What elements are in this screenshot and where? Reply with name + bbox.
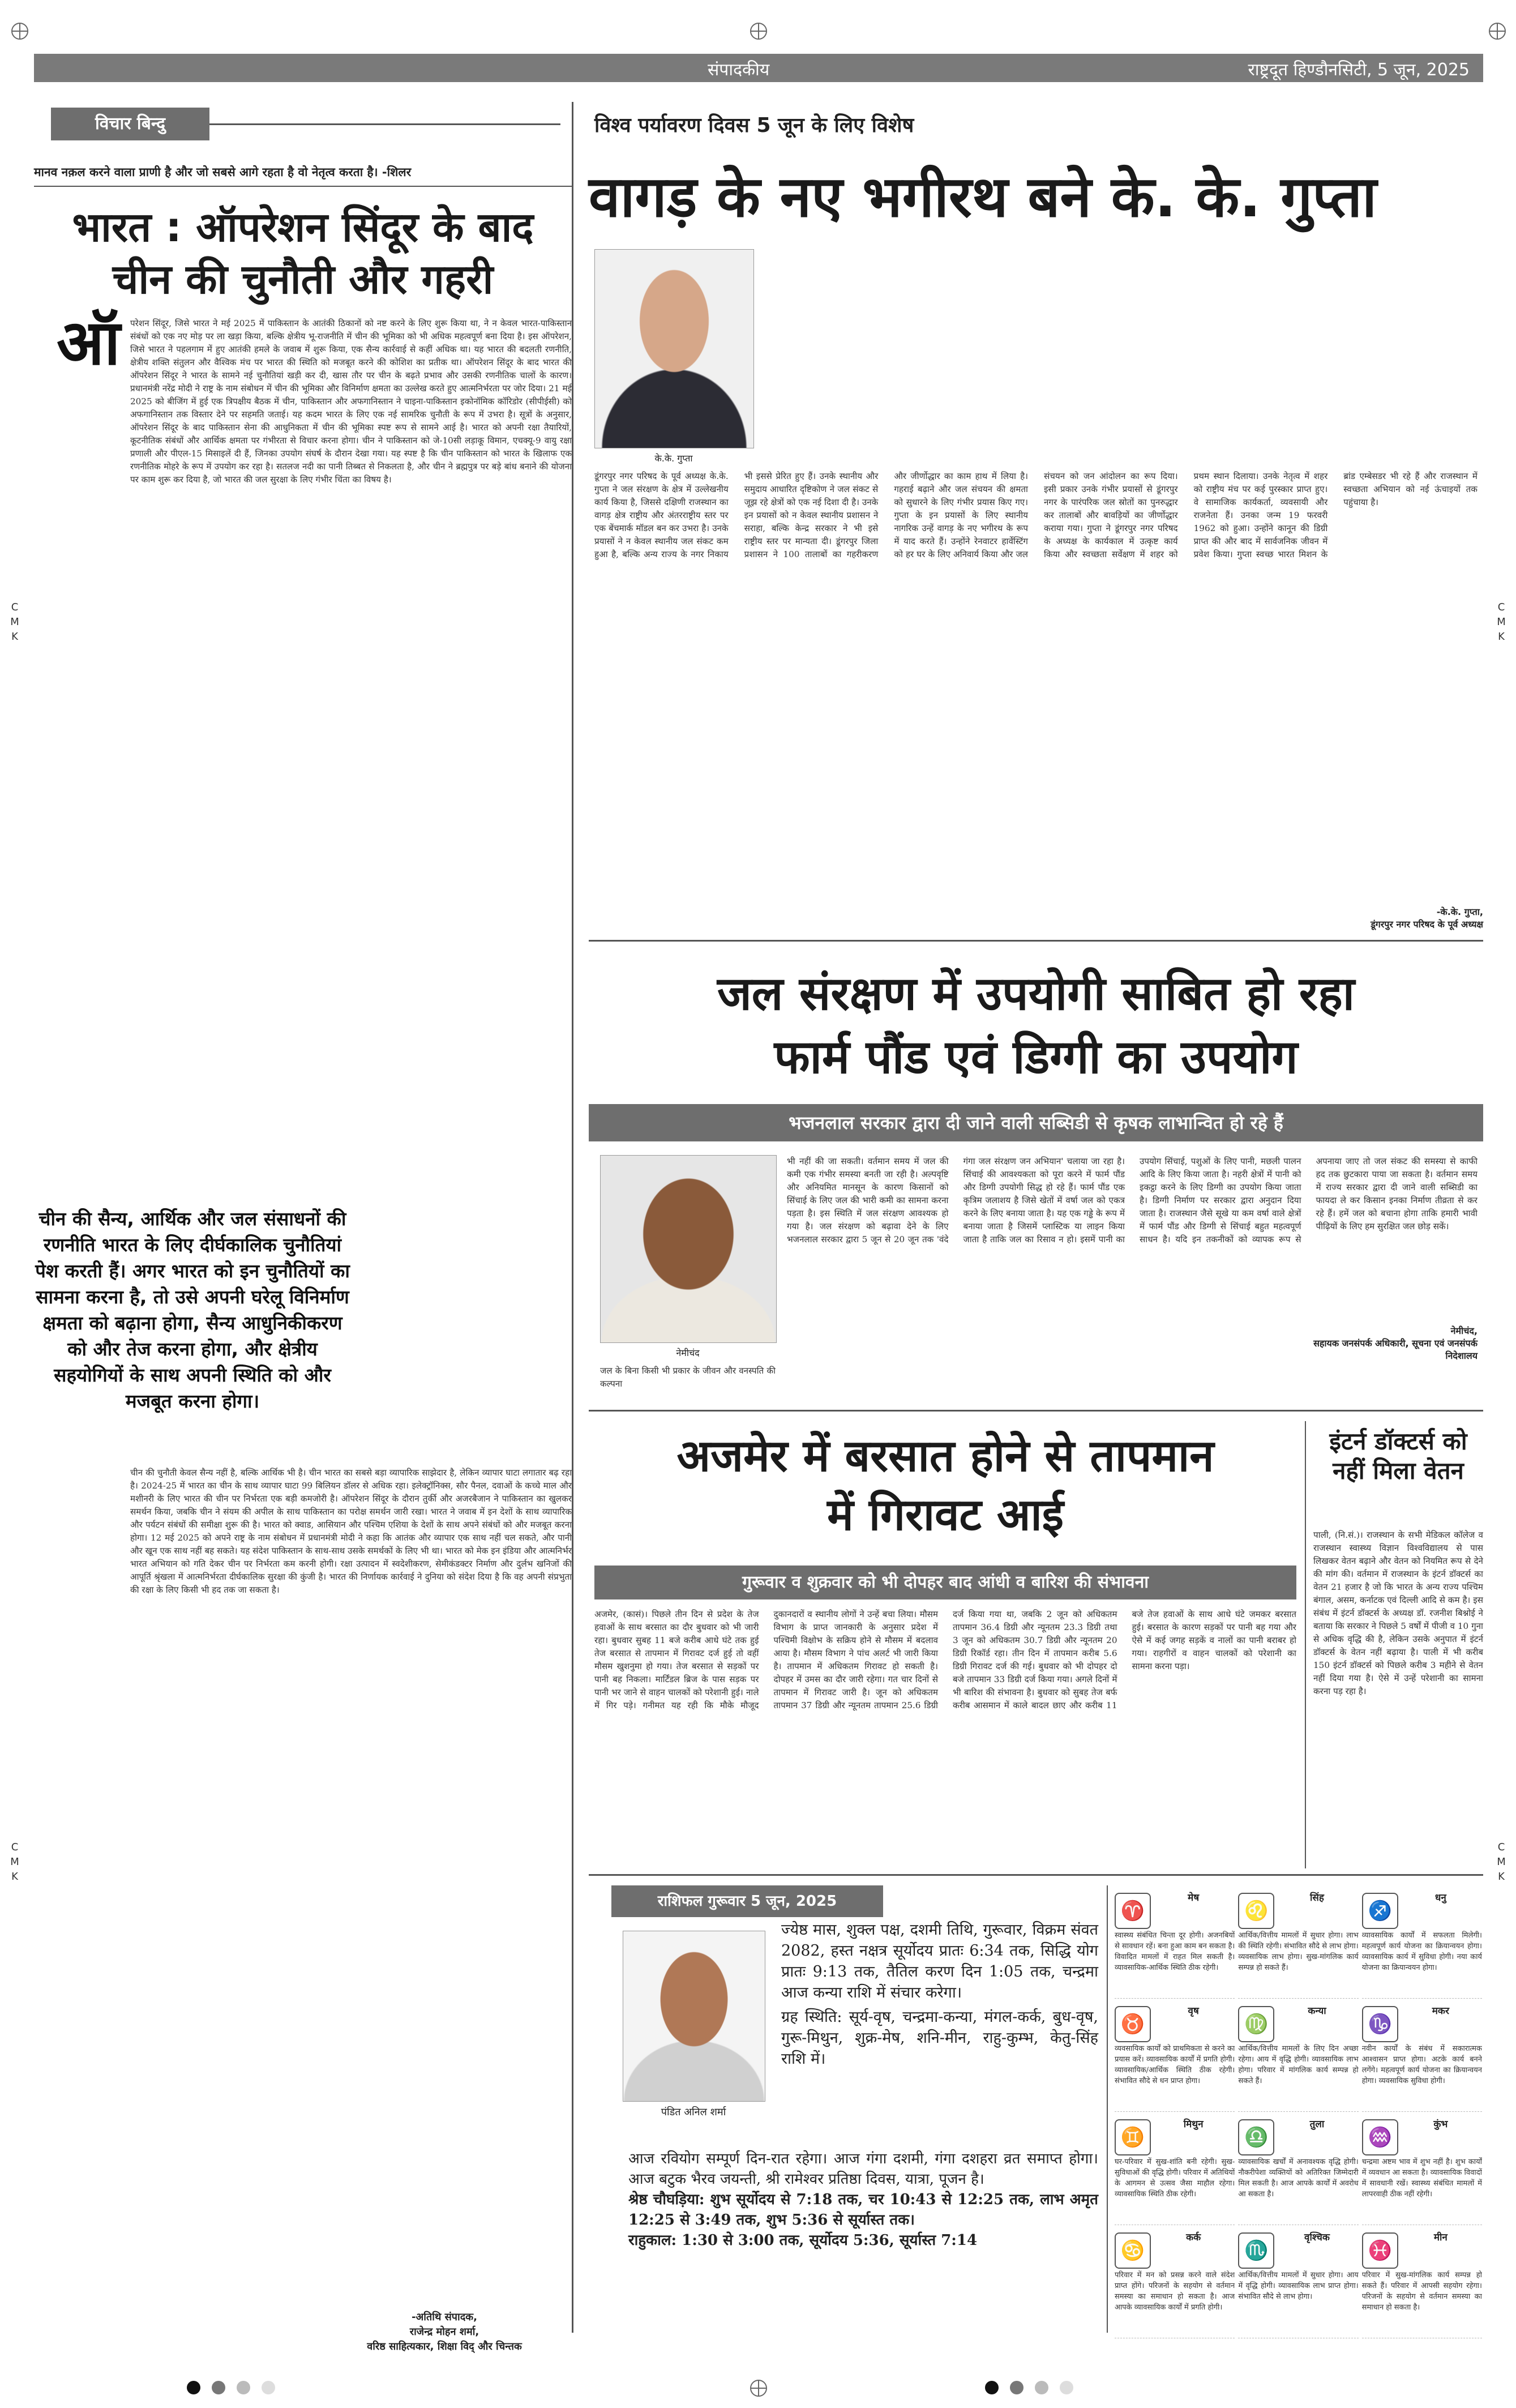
color-mark-right-top: C M K [1497, 601, 1506, 643]
vichar-pull-quote: चीन की सैन्य, आर्थिक और जल संसाधनों की रणनीति भारत के लिए दीर्घकालिक चुनौतियां पेश करती हैं। अगर भारत को इन चुनौतियों का सामना करना है, तो उसे अपनी घरेलू विनिर्माण क्षमता को बढ़ाना होगा, सैन्य आधुनिकीकरण को और तेज करना होगा, और क्षेत्रीय सहयोगियों के साथ अपनी स्थिति को और मजबूत करना होगा। [35, 1208, 350, 1412]
registration-dot [237, 2381, 250, 2394]
zodiac-sign-icon: ♌ [1238, 1893, 1274, 1929]
rashi-name: मकर [1432, 2005, 1449, 2017]
vichar-body-2: चीन की चुनौती केवल सैन्य नहीं है, बल्कि आर्थिक भी है। चीन भारत का सबसे बड़ा व्यापारिक साझेदार है, लेकिन व्यापार घाटा लगातार बढ़ रहा है। 2024-25 में भारत का चीन के साथ व्यापार घाटा 99 बिलियन डॉलर से अधिक रहा। इलेक्ट्रॉनिक्स, सौर पैनल, दवाओं के कच्चे माल और मशीनरी के लिए भारत की चीन पर निर्भरता एक बड़ी कमजोरी है। ऑपरेशन सिंदूर के दौरान तुर्की और अजरबैजान ने पाकिस्तान का खुलकर समर्थन किया, जबकि चीन ने संयम की अपील के साथ पाकिस्तान का परोक्ष समर्थन जारी रखा। भारत ने जवाब में इन देशों के साथ व्यापारिक और पर्यटन संबंधों की समीक्षा शुरू की है। भारत को क्वाड, आसियान और पश्चिम एशिया के देशों के साथ अपने संबंधों को और मजबूत करना होगा। 12 मई 2025 को अपने राष्ट्र के नाम संबोधन में प्रधानमंत्री मोदी ने कहा कि आतंक और व्यापार एक साथ नहीं चल सकते, और पानी और खून एक साथ नहीं बह सकते। यह संदेश पाकिस्तान के साथ-साथ उसके समर्थकों के लिए भी था। भारत को मेक इन इंडिया और आत्मनिर्भर भारत अभियान को गति देकर चीन पर निर्भरता कम करनी होगी। रक्षा उत्पादन में स्वदेशीकरण, सेमीकंडक्टर निर्माण और दुर्लभ खनिजों की आपूर्ति श्रृंखला में आत्मनिर्भरता दीर्घकालिक सुरक्षा की कुंजी है। भारत की निर्णायक कार्रवाई ने दुनिया को संदेश दिया है कि वह अपनी संप्रभुता की रक्षा के लिए किसी भी हद तक जा सकता है। [130, 1468, 572, 1595]
farm-pond-headline: जल संरक्षण में उपयोगी साबित हो रहा फार्म पौंड एवं डिग्गी का उपयोग [717, 967, 1355, 1084]
farm-pond-lead: जल के बिना किसी भी प्रकार के जीवन और वनस्पति की कल्पना [600, 1366, 776, 1389]
color-mark-right-bottom: C M K [1497, 1841, 1506, 1883]
registration-dot [262, 2381, 275, 2394]
rashifal-bar: राशिफल गुरूवार 5 जून, 2025 [611, 1885, 883, 1917]
grah-sthiti: ग्रह स्थिति: सूर्य-वृष, चन्द्रमा-कन्या, मंगल-कर्क, बुध-वृष, गुरू-मिथुन, शुक्र-मेष, शनि-मीन, राहु-कुम्भ, केतु-सिंह राशि में। [781, 2008, 1098, 2068]
column-divider [1107, 1885, 1108, 2333]
rashi-box [1362, 2228, 1482, 2338]
rashi-name: कुंभ [1433, 2119, 1448, 2130]
aaj-text: आज रवियोग सम्पूर्ण दिन-रात रहेगा। आज गंगा दशमी, गंगा दशहरा व्रत समाप्त होगा। आज बटुक भैरव जयन्ती, श्री रामेश्वर प्रतिष्ठा दिवस, यात्रा, पूजन है। [628, 2150, 1098, 2188]
vichar-quote: मानव नक़ल करने वाला प्राणी है और जो सबसे आगे रहता है वो नेतृत्व करता है। -शिलर [34, 165, 412, 179]
rashi-text: व्यावसायिक खर्चों में अनावश्यक वृद्धि होगी। नौकरीपेशा व्यक्तियों को अतिरिक्त जिम्मेदारी मिल सकती है। आज आपके कार्यों में अवरोध आ सकता है। [1238, 2158, 1359, 2199]
zodiac-sign-icon: ♊ [1115, 2119, 1151, 2155]
paper-date: राष्ट्रदूत हिण्डौनसिटी, 5 जून, 2025 [1248, 60, 1470, 80]
zodiac-sign-icon: ♉ [1115, 2006, 1151, 2042]
section-rule [589, 1874, 1483, 1876]
panchang: ज्येष्ठ मास, शुक्ल पक्ष, दशमी तिथि, गुरूवार, विक्रम संवत 2082, हस्त नक्षत्र सूर्योदय प्रातः 6:34 तक, सिद्धि योग प्रातः 9:13 तक, तैतिल करण दिन 1:05 तक, चन्द्रमा आज कन्या राशि में संचार करेगा। [781, 1921, 1098, 2001]
rashi-box [1238, 2115, 1358, 2225]
zodiac-sign-icon: ♍ [1238, 2006, 1274, 2042]
vichar-byline: -अतिथि संपादक, राजेन्द्र मोहन शर्मा, वरिष्ठ साहित्यकार, शिक्षा विद् और चिन्तक [367, 2311, 522, 2353]
rashi-text: स्वास्थ्य संबंधित चिन्ता दूर होगी। अजनबियों से सावधान रहें। बना हुआ काम बन सकता है। विवादित मामलों में राहत मिल सकती है। व्यावसायिक-आर्थिक स्थिति ठीक रहेगी। [1115, 1931, 1235, 1972]
vichar-rule [209, 123, 560, 125]
intern-headline: इंटर्न डॉक्टर्स को नहीं मिला वेतन [1329, 1427, 1467, 1485]
registration-dot [212, 2381, 225, 2394]
rashi-name: कन्या [1308, 2005, 1326, 2017]
zodiac-sign-icon: ♈ [1115, 1893, 1151, 1929]
registration-mark-icon [11, 23, 28, 40]
zodiac-sign-icon: ♏ [1238, 2232, 1274, 2269]
rahukaal: राहुकाल: 1:30 से 3:00 तक, सूर्योदय 5:36, सूर्यास्त 7:14 [628, 2232, 978, 2249]
zodiac-sign-icon: ♐ [1362, 1893, 1398, 1929]
vichar-headline: भारत : ऑपरेशन सिंदूर के बाद चीन की चुनौती और गहरी [72, 203, 534, 303]
gupta-byline: -के.के. गुप्ता, डूंगरपुर नगर परिषद के पूर्व अध्यक्ष [1371, 906, 1483, 930]
rashifal-more [628, 2149, 1098, 2251]
farm-pond-byline: नेमीचंद, सहायक जनसंपर्क अधिकारी, सूचना एवं जनसंपर्क निदेशालय [1308, 1325, 1478, 1362]
gupta-kicker: विश्व पर्यावरण दिवस 5 जून के लिए विशेष [594, 114, 914, 137]
section-rule [589, 1410, 1483, 1412]
rashi-name: वृष [1188, 2005, 1199, 2017]
section-rule [589, 940, 1483, 942]
rashi-name: वृश्चिक [1304, 2232, 1330, 2243]
rashi-text: परिवार में सुख-मांगलिक कार्य सम्पन्न हो सकते हैं। परिवार में आपसी सहयोग रहेगा। परिजनों के सहयोग से वर्तमान समस्या का समाधान हो सकता है। [1361, 2271, 1482, 2312]
vichar-bindu-label: विचार बिन्दु [51, 108, 209, 140]
pandit-photo [623, 1931, 765, 2102]
zodiac-sign-icon: ♎ [1238, 2119, 1274, 2155]
farm-pond-body: भी नहीं की जा सकती। वर्तमान समय में जल की कमी एक गंभीर समस्या बनती जा रही है। अल्पवृष्टि और अनियमित मानसून के कारण किसानों को सिंचाई के लिए जल की भारी कमी का सामना करना पड़ता है। इस स्थिति में जल संरक्षण आवश्यक हो गया है। जल संरक्षण को बढ़ावा देने के लिए भजनलाल सरकार द्वारा 5 जून से 20 जून तक 'वंदे गंगा जल संरक्षण जन अभियान' चलाया जा रहा है। सिंचाई की आवश्यकता को पूरा करने में फार्म पौंड और डिग्गी उपयोगी सिद्ध हो रहे हैं। फार्म पौंड एक कृत्रिम जलाशय है जिसे खेतों में वर्षा जल को एकत्र करने के लिए बनाया जाता है। यह एक गड्ढे के रूप में बनाया जाता है जिसमें प्लास्टिक या लाइन किया जाता है ताकि जल का रिसाव न हो। इसमें पानी का उपयोग सिंचाई, पशुओं के लिए पानी, मछली पालन आदि के लिए किया जाता है। नहरी क्षेत्रों में पानी को इकट्ठा करने के लिए डिग्गी का उपयोग किया जाता है। डिग्गी निर्माण पर सरकार द्वारा अनुदान दिया जाता है। राजस्थान जैसे सूखे या कम वर्षा वाले क्षेत्रों में फार्म पौंड और डिग्गी से सिंचाई बहुत महत्वपूर्ण साधन है। यदि इन तकनीकों को व्यापक रूप से अपनाया जाए तो जल संकट की समस्या से काफी हद तक छुटकारा पाया जा सकता है। वर्तमान समय में राज्य सरकार द्वारा दी जाने वाली सब्सिडी का फायदा ले कर किसान इनका निर्माण तीव्रता से कर रहे हैं। हमें जल को बचाना होगा ताकि हमारी भावी पीढ़ियों के लिए हम सुरक्षित जल छोड़ सकें। [787, 1156, 1478, 1244]
vichar-drop-cap: ऑ [57, 306, 121, 379]
zodiac-sign-icon: ♑ [1362, 2006, 1398, 2042]
vichar-quote-rule [34, 186, 572, 187]
intern-body: पाली, (नि.सं.)। राजस्थान के सभी मेडिकल कॉलेज व राजस्थान स्वास्थ्य विज्ञान विश्वविद्यालय से पास लिखकर वेतन बढ़ाने और वेतन को नियमित रूप से देने की मांग की। वर्तमान में राजस्थान के इंटर्न डॉक्टर्स का वेतन 21 हजार है जो कि भारत के अन्य राज्य पश्चिम बंगाल, असम, कर्नाटक एवं दिल्ली आदि से कम है। इस संबंध में इंटर्न डॉक्टर्स के अध्यक्ष डॉ. रजनीश बिश्नोई ने बताया कि सरकार ने पिछले 5 वर्षों में पीजी व 10 गुना से अधिक वृद्धि की है, लेकिन उसके अनुपात में इंटर्न डॉक्टर्स के वेतन नहीं बढ़ाया है। पाली में भी करीब 150 इंटर्न डॉक्टर्स को पिछले करीब 3 महीने से वेतन नहीं दिया गया है। ऐसे में उन्हें परेशानी का सामना करना पड़ रहा है। [1313, 1530, 1483, 1696]
rashi-name: मेष [1188, 1892, 1200, 1904]
color-mark-left-bottom: C M K [10, 1841, 19, 1883]
gupta-photo [594, 249, 754, 448]
rashi-box [1238, 2228, 1358, 2338]
registration-dots-right [985, 2381, 1073, 2394]
nemichand-caption: नेमीचंद [676, 1348, 700, 1358]
ajmer-headline: अजमेर में बरसात होने से तापमान में गिरावट आई [676, 1431, 1214, 1541]
registration-mark-icon [750, 2380, 767, 2397]
rashi-text: घर-परिवार में सुख-शांति बनी रहेगी। सुख-सुविधाओं की वृद्धि होगी। परिवार में अतिथियों के आगमन से उत्सव जैसा माहौल रहेगा। व्यावसायिक स्थिति ठीक रहेगी। [1115, 2158, 1235, 2199]
rashi-name: धनु [1434, 1892, 1446, 1904]
rashi-name: मिथुन [1183, 2119, 1204, 2130]
farm-pond-subhead: भजनलाल सरकार द्वारा दी जाने वाली सब्सिडी से कृषक लाभान्वित हो रहे हैं [589, 1104, 1483, 1141]
registration-dot [1035, 2381, 1048, 2394]
rashi-box [1362, 2001, 1482, 2112]
rashi-box [1115, 2001, 1235, 2112]
ajmer-body: अजमेर, (कासं)। पिछले तीन दिन से प्रदेश के तेज हवाओं के साथ बरसात का दौर बुधवार को भी जारी रहा। बुधवार सुबह 11 बजे करीब आधे घंटे तक हुई तेज बरसात से तापमान में गिरावट दर्ज हुई तो वहीं मौसम खुशनुमा हो गया। तेज बरसात से सड़कों पर पानी बह निकला। मार्टिंडल ब्रिज के पास सड़क पर पानी भर जाने से वाहन चालकों को परेशानी हुई। नाले में गिर पड़े। गनीमत यह रही कि मौके मौजूद दुकानदारों व स्थानीय लोगों ने उन्हें बचा लिया। मौसम विभाग के प्राप्त जानकारी के अनुसार प्रदेश में पश्चिमी विक्षोभ के सक्रिय होने से मौसम में बदलाव आया है। मौसम विभाग ने पांच अलर्ट भी जारी किया है। तापमान में अधिकतम गिरावट हो सकती है। दोपहर में उमस का दौर जारी रहेगा। गत चार दिनों से तापमान में गिरावट जारी है। जून को अधिकतम तापमान 37 डिग्री और न्यूनतम तापमान 25.6 डिग्री दर्ज किया गया था, जबकि 2 जून को अधिकतम तापमान 36.4 डिग्री और न्यूनतम 23.3 डिग्री तथा 3 जून को अधिकतम 30.7 डिग्री और न्यूनतम 20 डिग्री रिकॉर्ड रहा। तीन दिन में तापमान करीब 5.6 डिग्री गिरावट दर्ज की गई। बुधवार को भी दोपहर दो बजे तापमान 33 डिग्री दर्ज किया गया। अगले दिनों में भी बारिश की संभावना है। बुधवार को सुबह तेज बर्फ करीब आसमान में काले बादल छाए और करीब 11 बजे तेज हवाओं के साथ आधे घंटे जमकर बरसात हुई। बरसात के कारण सड़कों पर पानी बह गया और ऐसे में कई जगह सड़कें व नालों का पानी बराबर हो गया। राहगीरों व वाहन चालकों को परेशानी का सामना करना पड़ा। [594, 1609, 1296, 1710]
rashi-box [1115, 2228, 1235, 2338]
registration-dot [985, 2381, 999, 2394]
registration-dots-left [187, 2381, 275, 2394]
page-header-bar [34, 54, 1483, 82]
registration-dot [187, 2381, 200, 2394]
rashi-text: आर्थिक/वित्तीय मामलों में सुधार होगा। आय में वृद्धि होगी। व्यावसायिक लाभ प्राप्त होगा। संभावित सौदे से लाभ होगा। [1238, 2271, 1359, 2301]
column-divider [1305, 1421, 1306, 1868]
choghadiya: श्रेष्ठ चौघड़िया: शुभ सूर्योदय से 7:18 तक, चर 10:43 से 12:25 तक, लाभ अमृत 12:25 से 3:49 तक, शुभ 5:36 से सूर्यास्त तक। [628, 2191, 1098, 2229]
rashi-box [1362, 1888, 1482, 1999]
registration-mark-icon [750, 23, 767, 40]
column-divider [572, 102, 573, 2333]
rashi-text: व्यावसायिक कार्यों में सफलता मिलेगी। महत्वपूर्ण कार्य योजना का क्रियान्वयन होगा। व्यावसायिक कार्य में सुविधा होगी। नया कार्य योजना का क्रियान्वयन होगा। [1361, 1931, 1482, 1972]
rashi-box [1238, 1888, 1358, 1999]
rashi-box [1115, 2115, 1235, 2225]
pandit-caption: पंडित अनिल शर्मा [661, 2106, 726, 2118]
rashi-name: तुला [1309, 2119, 1325, 2130]
gupta-headline: वागड़ के नए भगीरथ बने के. के. गुप्ता [589, 164, 1377, 230]
rashi-text: परिवार में मन को प्रसन्न करने वाले संदेश प्राप्त होंगे। परिजनों के सहयोग से वर्तमान समस्या का समाधान हो सकता है। आज आपके व्यावसायिक कार्यों में प्रगति होगी। [1115, 2271, 1235, 2312]
zodiac-sign-icon: ♋ [1115, 2232, 1151, 2269]
rashi-text: व्यवसायिक कार्यों को प्राथमिकता से करने का प्रयास करें। व्यावसायिक कार्यों में प्रगति होगी। व्यावसायिक/आर्थिक स्थिति ठीक रहेगी। संभावित सौदे से धन प्राप्त होगा। [1115, 2045, 1235, 2085]
section-title: संपादकीय [708, 60, 770, 80]
rashi-box [1115, 1888, 1235, 1999]
vichar-body-1b [362, 1206, 572, 1455]
rashi-name: मीन [1433, 2232, 1448, 2243]
registration-dot [1010, 2381, 1023, 2394]
nemichand-photo [600, 1155, 777, 1343]
rashi-name: सिंह [1310, 1892, 1324, 1904]
registration-dot [1060, 2381, 1073, 2394]
zodiac-sign-icon: ♓ [1362, 2232, 1398, 2269]
gupta-body: डूंगरपुर नगर परिषद के पूर्व अध्यक्ष के.के. गुप्ता ने जल संरक्षण के क्षेत्र में उल्लेखनीय कार्य किया है, जिससे दक्षिणी राजस्थान का वागड़ क्षेत्र राष्ट्रीय और अंतरराष्ट्रीय स्तर पर एक बेंचमार्क मॉडल बन कर उभरा है। उनके प्रयासों ने न केवल स्थानीय जल संकट कम हुआ है, बल्कि अन्य राज्य के नगर निकाय भी इससे प्रेरित हुए हैं। उनके स्थानीय और समुदाय आधारित दृष्टिकोण ने जल संकट से जूझ रहे क्षेत्रों को एक नई दिशा दी है। उनके इन प्रयासों को न केवल स्थानीय प्रशासन ने सराहा, बल्कि केन्द्र सरकार ने भी इसे राष्ट्रीय स्तर पर मान्यता दी। डूंगरपुर जिला प्रशासन ने 100 तालाबों का गहरीकरण और जीर्णोद्धार का काम हाथ में लिया है। गहराई बढ़ाने और जल संचयन की क्षमता को सुधारने के लिए गंभीर प्रयास किए गए। गुप्ता के इन प्रयासों के लिए स्थानीय नागरिक उन्हें वागड़ के नए भगीरथ के रूप में याद करते हैं। उन्होंने रेनवाटर हार्वेस्टिंग को हर घर के लिए अनिवार्य किया और जल संचयन को जन आंदोलन का रूप दिया। इसी प्रकार उनके गंभीर प्रयासों से डूंगरपुर नगर के पारंपरिक जल स्रोतों का पुनरुद्धार कर तालाबों और बावड़ियों का जीर्णोद्धार कराया गया। गुप्ता ने डूंगरपुर नगर परिषद के अध्यक्ष के कार्यकाल में उत्कृष्ट कार्य किया और स्वच्छता सर्वेक्षण में शहर को प्रथम स्थान दिलाया। उनके नेतृत्व में शहर को राष्ट्रीय मंच पर कई पुरस्कार प्राप्त हुए। वे सामाजिक कार्यकर्ता, व्यवसायी और राजनेता हैं। उनका जन्म 19 फरवरी 1962 को हुआ। उन्होंने कानून की डिग्री प्राप्त की और बाद में सार्वजनिक जीवन में प्रवेश किया। गुप्ता स्वच्छ भारत मिशन के ब्रांड एम्बेसडर भी रहे हैं और राजस्थान में स्वच्छता अभियान को नई ऊंचाइयों तक पहुंचाया है। [594, 471, 1478, 559]
rashi-box [1238, 2001, 1358, 2112]
rashi-name: कर्क [1186, 2232, 1201, 2243]
vichar-body-1: परेशन सिंदूर, जिसे भारत ने मई 2025 में पाकिस्तान के आतंकी ठिकानों को नष्ट करने के लिए शुरू किया था, ने न केवल भारत-पाकिस्तान संबंधों को एक नए मोड़ पर ला खड़ा किया, बल्कि क्षेत्रीय भू-राजनीति में चीन की भूमिका को भी अधिक महत्वपूर्ण बना दिया है। इस ऑपरेशन, जिसे भारत ने पहलगाम में हुए आतंकी हमले के जवाब में शुरू किया, एक सैन्य कार्रवाई से कहीं अधिक था। यह भारत की बदलती रणनीति, क्षेत्रीय शक्ति संतुलन और वैश्विक मंच पर भारत की स्थिति को मजबूत करने की कोशिश का प्रतीक था। ऑपरेशन सिंदूर के बाद भारत की ऑपरेशन सिंदूर ने भारत के सामने नई चुनौतियां खड़ी कर दी, खास तौर पर चीन के बढ़ते प्रभाव और उसकी रणनीतिक चालों के कारण। प्रधानमंत्री नरेंद्र मोदी ने राष्ट्र के नाम संबोधन में चीन की भूमिका और विनिर्माण क्षमता का उल्लेख करते हुए आत्मनिर्भरता पर जोर दिया। 21 मई 2025 को बीजिंग में हुई एक त्रिपक्षीय बैठक में चीन, पाकिस्तान और अफगानिस्तान ने चाइना-पाकिस्तान इकोनॉमिक कॉरिडोर (सीपीईसी) को अफगानिस्तान तक विस्तार देने पर सहमति जताई। यह कदम भारत के लिए एक नई सामरिक चुनौती के रूप में उभरा है। सूत्रों के अनुसार, ऑपरेशन सिंदूर के बाद पाकिस्तान सेना की आधुनिकता में चीन की भूमिका स्पष्ट रूप से सामने आई है। भारत को अपनी रक्षा तैयारियों, कूटनीतिक संबंधों और आर्थिक क्षमता पर गंभीरता से विचार करना होगा। चीन ने पाकिस्तान को जे-10सी लड़ाकू विमान, एचक्यू-9 वायु रक्षा प्रणाली और पीएल-15 मिसाइलें दी हैं, जिनका उपयोग संघर्ष के दौरान देखा गया। यह स्पष्ट है कि चीन पाकिस्तान को भारत के खिलाफ एक रणनीतिक मोहरे के रूप में उपयोग कर रहा है। सतलज नदी का पानी तिब्बत से निकलता है, और चीन ने ब्रह्मपुत्र पर बड़े बांध बनाने की योजना पर काम शुरू कर दिया है, जो भारत की जल सुरक्षा के लिए गंभीर चिंता का विषय है। [130, 318, 572, 485]
rashi-box [1362, 2115, 1482, 2225]
panchang-text [781, 1919, 1098, 2069]
color-mark-left-top: C M K [10, 601, 19, 643]
rashi-text: नवीन कार्यों के संबंध में सकारात्मक आश्वासन प्राप्त होगा। अटके कार्य बनने लगेंगे। महत्वपूर्ण कार्य योजना का क्रियान्वयन होगा। व्यवसायिक सुविधा होगी। [1361, 2045, 1482, 2085]
zodiac-sign-icon: ♒ [1362, 2119, 1398, 2155]
rashi-text: आर्थिक/वित्तीय मामलों के लिए दिन अच्छा रहेगा। आय में वृद्धि होगी। व्यावसायिक लाभ होगा। परिवार में मांगलिक कार्य सम्पन्न हो सकते हैं। [1238, 2045, 1359, 2085]
registration-mark-icon [1489, 23, 1506, 40]
gupta-photo-caption: के.के. गुप्ता [654, 453, 693, 464]
ajmer-subhead: गुरूवार व शुक्रवार को भी दोपहर बाद आंधी व बारिश की संभावना [594, 1566, 1296, 1599]
rashi-text: आर्थिक/वित्तीय मामलों में सुधार होगा। लाभ की स्थिति रहेगी। संभावित सौदे से लाभ होगा। व्यवसायिक लाभ होगा। सुख-मांगलिक कार्य सम्पन्न हो सकते हैं। [1238, 1931, 1359, 1972]
rashi-text: चन्द्रमा अष्टम भाव में शुभ नहीं है। शुभ कार्यों में व्यवधान आ सकता है। व्यावसायिक विवादों में सावधानी रखें। स्वास्थ्य संबंधित मामलों में लापरवाही ठीक नहीं रहेगी। [1361, 2158, 1482, 2199]
